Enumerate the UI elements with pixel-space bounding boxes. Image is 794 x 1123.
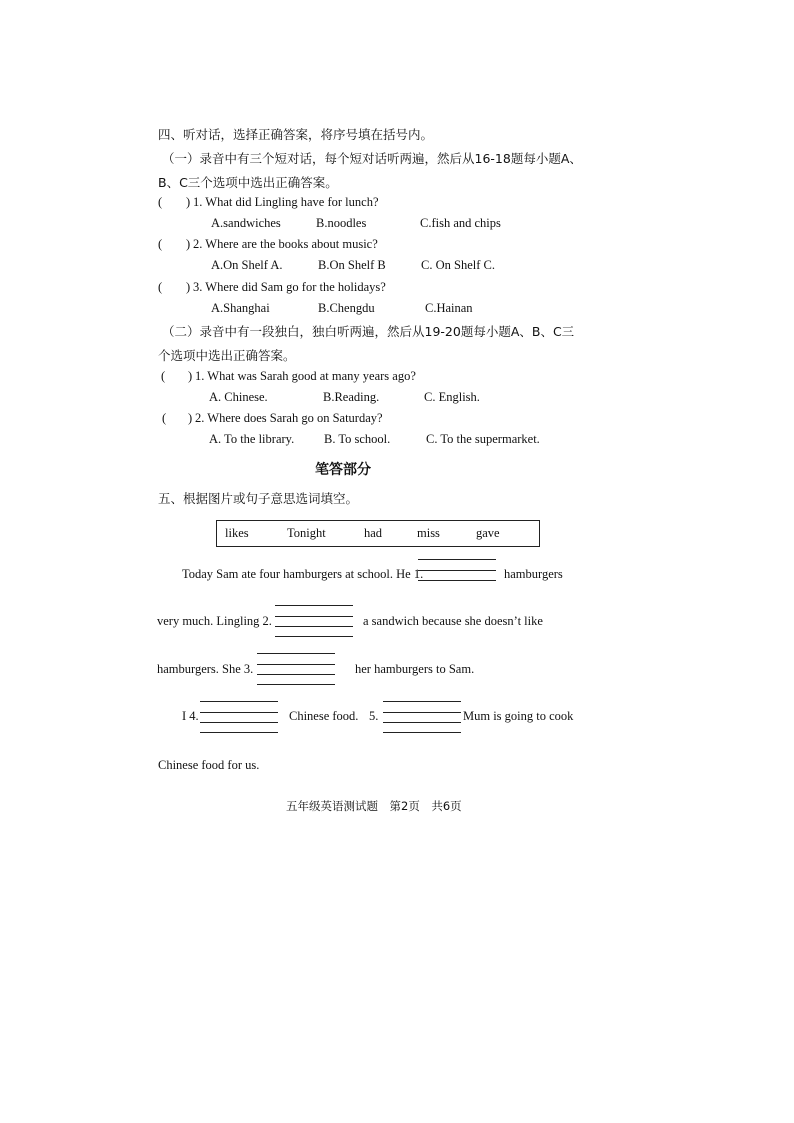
question-text: 2. Where are the books about music?: [193, 237, 378, 251]
section5-heading: 五、根据图片或句子意思选词填空。: [158, 491, 359, 506]
passage-line2-start: very much. Lingling 2.: [157, 614, 272, 628]
option-c: C. To the supermarket.: [426, 432, 540, 446]
option-c: C. English.: [424, 390, 480, 404]
answer-paren-open: (: [158, 237, 163, 251]
answer-blank-2[interactable]: [275, 605, 353, 638]
option-b: B.Reading.: [323, 390, 380, 404]
question-text: 1. What did Lingling have for lunch?: [193, 195, 379, 209]
answer-blank-3[interactable]: [257, 653, 335, 686]
option-c: C. On Shelf C.: [421, 258, 495, 272]
answer-paren-open: (: [158, 280, 163, 294]
option-b: B. To school.: [324, 432, 391, 446]
question-text: 3. Where did Sam go for the holidays?: [193, 280, 386, 294]
answer-paren-close: ): [188, 411, 193, 425]
part2-intro-line1: （二）录音中有一段独白，独白听两遍，然后从19-20题每小题A、B、C三: [162, 324, 575, 339]
part2-intro-line2: 个选项中选出正确答案。: [158, 348, 296, 363]
option-b: B.noodles: [316, 216, 367, 230]
passage-line1-start: Today Sam ate four hamburgers at school. He 1.: [182, 567, 424, 581]
answer-paren-open: (: [161, 369, 166, 383]
page-footer: 五年级英语测试题 第2页 共6页: [286, 799, 462, 813]
option-c: C.Hainan: [425, 301, 473, 315]
answer-paren-open: (: [158, 195, 163, 209]
section4-heading: 四、听对话，选择正确答案，将序号填在括号内。: [158, 127, 434, 142]
option-a: A. To the library.: [209, 432, 295, 446]
passage-line4-number: 5.: [369, 709, 379, 723]
option-b: B.Chengdu: [318, 301, 375, 315]
part1-intro-line1: （一）录音中有三个短对话，每个短对话听两遍，然后从16-18题每小题A、: [162, 151, 582, 166]
passage-line1-end: hamburgers: [504, 567, 563, 581]
answer-blank-4[interactable]: [200, 701, 278, 734]
question-text: 1. What was Sarah good at many years ago?: [195, 369, 416, 383]
option-b: B.On Shelf B: [318, 258, 386, 272]
word-bank-item: gave: [476, 526, 500, 540]
word-bank-item: Tonight: [287, 526, 326, 540]
option-a: A.Shanghai: [211, 301, 270, 315]
answer-blank-1[interactable]: [418, 559, 496, 583]
passage-line2-end: a sandwich because she doesn’t like: [363, 614, 543, 628]
option-a: A.sandwiches: [211, 216, 281, 230]
passage-line5: Chinese food for us.: [158, 758, 260, 772]
question-text: 2. Where does Sarah go on Saturday?: [195, 411, 383, 425]
answer-paren-close: ): [186, 237, 191, 251]
passage-line3-start: hamburgers. She 3.: [157, 662, 254, 676]
answer-blank-5[interactable]: [383, 701, 461, 734]
passage-line4-end: Mum is going to cook: [463, 709, 574, 723]
word-bank-item: likes: [225, 526, 249, 540]
answer-paren-close: ): [186, 280, 191, 294]
passage-line4-middle: Chinese food.: [289, 709, 359, 723]
part1-intro-line2: B、C三个选项中选出正确答案。: [158, 175, 338, 190]
option-c: C.fish and chips: [420, 216, 501, 230]
passage-line3-end: her hamburgers to Sam.: [355, 662, 475, 676]
word-bank-item: miss: [417, 526, 440, 540]
word-bank-item: had: [364, 526, 383, 540]
passage-line4-start: I 4.: [182, 709, 199, 723]
option-a: A.On Shelf A.: [211, 258, 283, 272]
written-section-title: 笔答部分: [315, 462, 371, 478]
answer-paren-close: ): [188, 369, 193, 383]
word-bank-box: [216, 520, 540, 547]
answer-paren-open: (: [162, 411, 167, 425]
answer-paren-close: ): [186, 195, 191, 209]
option-a: A. Chinese.: [209, 390, 268, 404]
